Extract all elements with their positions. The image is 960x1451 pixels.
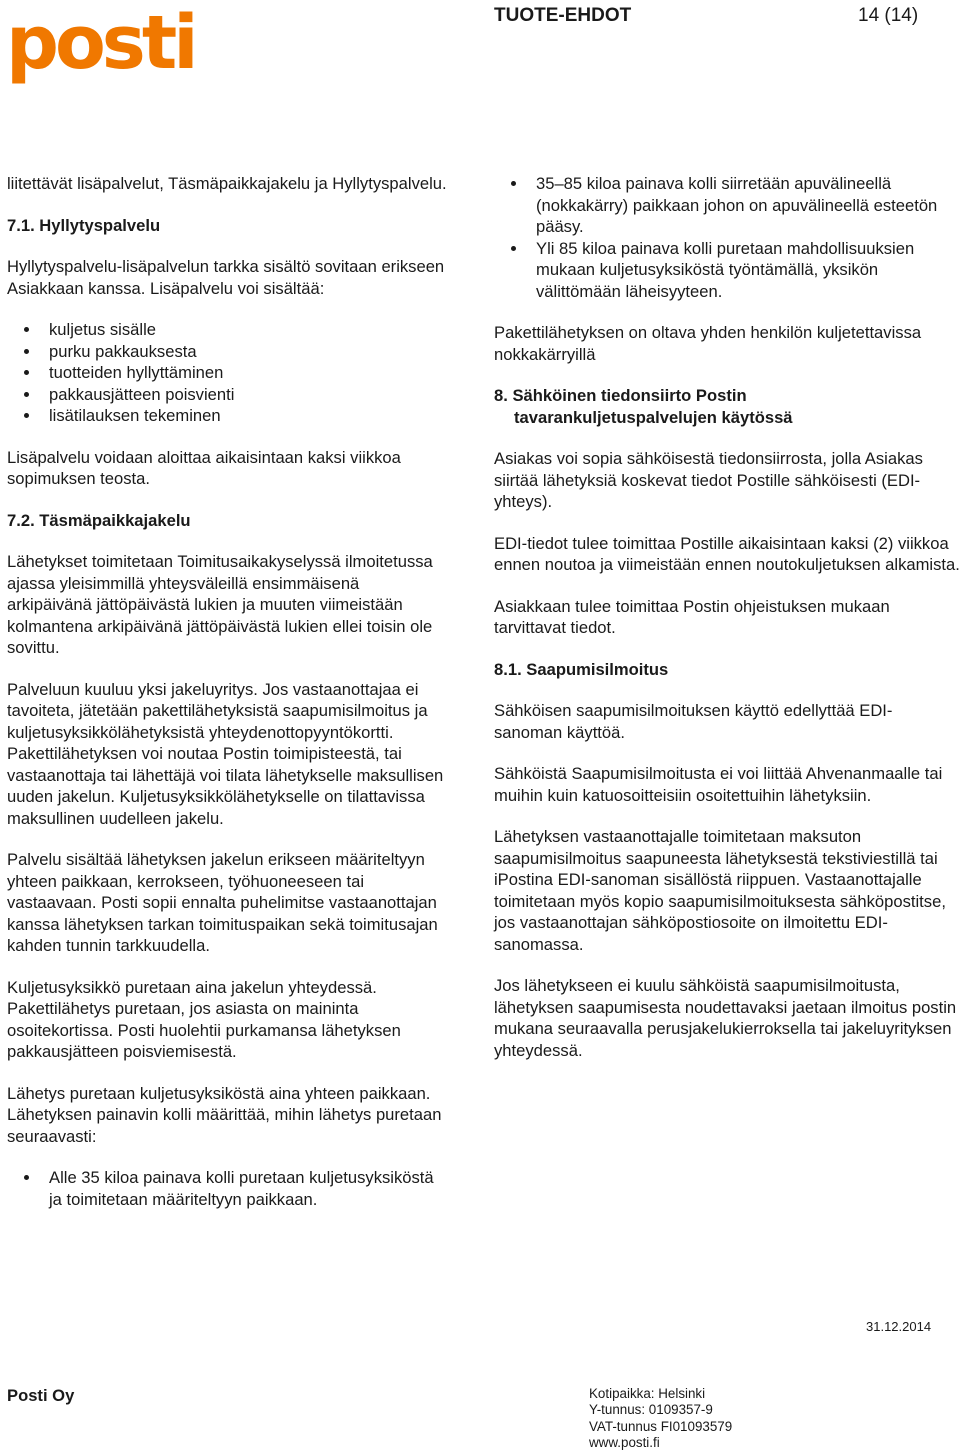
document-date: 31.12.2014 <box>866 1319 932 1334</box>
unloading-rules-list <box>7 1167 447 1210</box>
paragraph: Kuljetusyksikkö puretaan aina jakelun yhteydessä. Pakettilähetys puretaan, jos asiasta on maininta osoitekortissa. Posti huolehtii purkamansa lähetyksen pakkausjätteen poisviemisestä. <box>7 977 401 1061</box>
posti-logo-text: posti <box>6 0 195 86</box>
right-column <box>494 173 960 1081</box>
list-item: tuotteiden hyllyttäminen <box>7 362 447 384</box>
paragraph: Sähköisen saapumisilmoituksen käyttö edellyttää EDI-sanoman käyttöä. <box>494 701 893 742</box>
document-title: TUOTE-EHDOT <box>494 5 632 26</box>
footer-domicile: Kotipaikka: Helsinki <box>589 1386 706 1401</box>
paragraph: Asiakkaan tulee toimittaa Postin ohjeistuksen mukaan tarvittavat tiedot. <box>494 596 890 637</box>
list-item: 35–85 kiloa painava kolli siirretään apuvälineellä (nokkakärry) paikkaan johon on apuvälineellä esteetön pääsy. <box>494 173 960 238</box>
list-item: kuljetus sisälle <box>7 319 447 341</box>
footer-vat-id: VAT-tunnus FI01093579 <box>589 1418 733 1434</box>
section-heading-8 <box>494 385 960 428</box>
paragraph: Jos lähetykseen ei kuulu sähköistä saapumisilmoitusta, lähetyksen saapumisesta noudettavaksi jaetaan ilmoitus postin mukana seuraavalla perusjakelukierroksella tai jakeluyrityksen yhteydessä. <box>494 976 957 1060</box>
paragraph: EDI-tiedot tulee toimittaa Postille aikaisintaan kaksi (2) viikkoa ennen noutoa ja viimeistään ennen noutokuljetuksen alkamista. <box>494 533 960 574</box>
list-item: Alle 35 kiloa painava kolli puretaan kuljetusyksiköstä ja toimitetaan määriteltyyn paikkaan. <box>7 1167 447 1210</box>
unloading-rules-list-continued <box>494 173 960 302</box>
paragraph: Asiakas voi sopia sähköisestä tiedonsiirrosta, jolla Asiakas siirtää lähetyksiä koskevat tiedot Postille sähköisesti (EDI-yhteys). <box>494 449 923 511</box>
section-heading-8-line1: 8. Sähköinen tiedonsiirto Postin <box>494 386 747 405</box>
list-item: Yli 85 kiloa painava kolli puretaan mahdollisuuksien mukaan kuljetusyksiköstä työntämällä, yksikön välittömään läheisyyteen. <box>494 238 960 303</box>
list-item: pakkausjätteen poisvienti <box>7 384 447 406</box>
left-column <box>7 173 447 1230</box>
page-number: 14 (14) <box>858 5 919 26</box>
section-heading-8-1: 8.1. Saapumisilmoitus <box>494 659 669 679</box>
posti-logo <box>6 0 198 96</box>
footer-business-id: Y-tunnus: 0109357-9 <box>589 1402 713 1418</box>
section-heading-7-1: 7.1. Hyllytyspalvelu <box>7 215 161 235</box>
paragraph: Pakettilähetyksen on oltava yhden henkilön kuljetettavissa nokkakärryillä <box>494 323 922 364</box>
paragraph: liitettävät lisäpalvelut, Täsmäpaikkajakelu ja Hyllytyspalvelu. <box>7 174 447 193</box>
paragraph: Lähetykset toimitetaan Toimitusaikakyselyssä ilmoitetussa ajassa yleisimmillä yhteysväleillä ensimmäisenä arkipäivänä jättöpäivästä lukien ja muuten viimeistään kolmantena arkipäivänä jättöpäivästä lukien ellei toisin ole sovittu. <box>7 552 433 657</box>
section-heading-8-line2: tavarankuljetuspalvelujen käytössä <box>514 407 793 427</box>
footer-info <box>589 1386 732 1451</box>
list-item: lisätilauksen tekeminen <box>7 405 447 427</box>
paragraph: Lähetyksen vastaanottajalle toimitetaan maksuton saapumisilmoitus saapuneesta lähetyksestä tekstiviestillä tai iPostina EDI-sanoman sisällöstä riippuen. Vastaanottajalle toimitetaan myös kopio saapumisilmoituksesta sähköpostitse, jos vastaanottajan sähköpostiosoite on ilmoitettu EDI-sanomassa. <box>494 827 946 954</box>
paragraph: Lähetys puretaan kuljetusyksiköstä aina yhteen paikkaan. Lähetyksen painavin kolli määrittää, mihin lähetys puretaan seuraavasti: <box>7 1083 442 1146</box>
list-item: purku pakkauksesta <box>7 341 447 363</box>
service-content-list <box>7 319 447 427</box>
footer-company: Posti Oy <box>7 1386 75 1405</box>
paragraph: Lisäpalvelu voidaan aloittaa aikaisintaan kaksi viikkoa sopimuksen teosta. <box>7 447 401 488</box>
footer-website-link[interactable]: www.posti.fi <box>589 1435 660 1451</box>
section-heading-7-2: 7.2. Täsmäpaikkajakelu <box>7 510 191 530</box>
paragraph: Hyllytyspalvelu-lisäpalvelun tarkka sisältö sovitaan erikseen Asiakkaan kanssa. Lisäpalvelu voi sisältää: <box>7 257 445 298</box>
paragraph: Sähköistä Saapumisilmoitusta ei voi liittää Ahvenanmaalle tai muihin kuin katuosoitteisiin osoitettuihin lähetyksiin. <box>494 764 943 805</box>
paragraph: Palvelu sisältää lähetyksen jakelun erikseen määriteltyyn yhteen paikkaan, kerrokseen, työhuoneeseen tai vastaavaan. Posti sopii ennalta puhelimitse vastaanottajan kanssa lähetyksen tarkan toimituspaikan sekä toimitusajan kahden tunnin tarkkuudella. <box>7 850 438 955</box>
paragraph: Palveluun kuuluu yksi jakeluyritys. Jos vastaanottajaa ei tavoiteta, jätetään pakettilähetyksistä saapumisilmoitus ja kuljetusyksikkölähetyksistä yhteydenottopyyntökortti. Pakettilähetyksen voi noutaa Postin toimipisteestä, tai vastaanottaja tai lähettäjä voi tilata lähetykselle maksullisen uuden jakelun. Kuljetusyksikkölähetykselle on tilattavissa maksullinen uudelleen jakelu. <box>7 679 444 828</box>
